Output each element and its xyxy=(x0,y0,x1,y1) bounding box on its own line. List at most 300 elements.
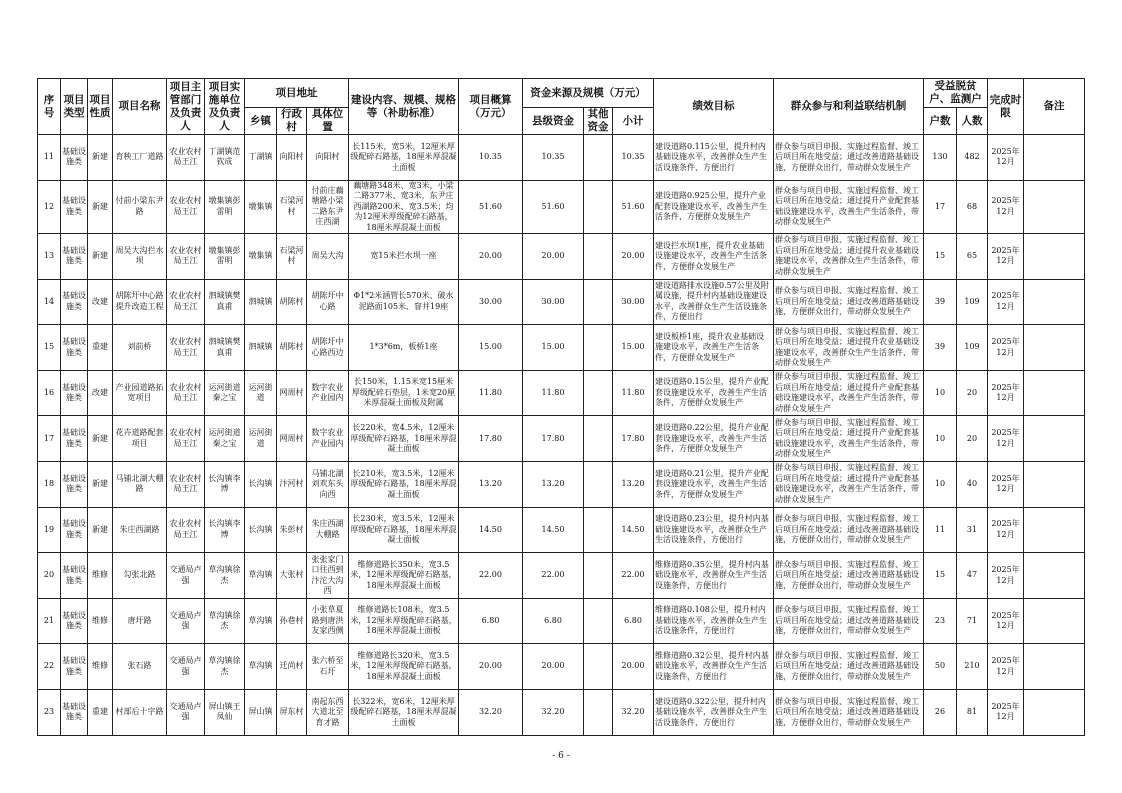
county-fund-cell: 10.35 xyxy=(523,135,584,181)
impl-cell: 长沟镇李博 xyxy=(205,462,245,508)
dept-cell: 交通局卢强 xyxy=(167,598,205,644)
other-fund-cell xyxy=(584,690,613,736)
type-cell: 基础设施类 xyxy=(61,279,88,325)
completion-cell: 2025年12月 xyxy=(988,234,1024,280)
mechanism-cell: 群众参与项目申报、实施过程监督、竣工后项目所在地受益；通过提升产业配套基础设施建设水平，改善生产生活条件，带动群众发展生产 xyxy=(774,180,924,234)
completion-cell: 2025年12月 xyxy=(988,325,1024,371)
header-location: 具体位置 xyxy=(307,108,349,135)
completion-cell: 2025年12月 xyxy=(988,370,1024,416)
header-impl: 项目实施单位及负责人 xyxy=(205,79,245,135)
completion-cell: 2025年12月 xyxy=(988,135,1024,181)
households-cell: 10 xyxy=(924,462,957,508)
households-cell: 17 xyxy=(924,180,957,234)
persons-cell: 20 xyxy=(957,416,988,462)
location-cell: 数字农业产业园内 xyxy=(307,370,349,416)
type-cell: 基础设施类 xyxy=(61,416,88,462)
persons-cell: 20 xyxy=(957,370,988,416)
budget-cell: 30.00 xyxy=(459,279,523,325)
nature-cell: 维修 xyxy=(88,598,113,644)
other-fund-cell xyxy=(584,180,613,234)
nature-cell: 新建 xyxy=(88,135,113,181)
impl-cell: 运河街道秦之宝 xyxy=(205,370,245,416)
nature-cell: 新建 xyxy=(88,234,113,280)
nature-cell: 新建 xyxy=(88,180,113,234)
location-cell: 小张草夏路到唐洪友家西侧 xyxy=(307,598,349,644)
other-fund-cell xyxy=(584,370,613,416)
header-seq: 序号 xyxy=(38,79,61,135)
subtotal-cell: 11.80 xyxy=(613,370,654,416)
seq-cell: 15 xyxy=(38,325,61,371)
seq-cell: 17 xyxy=(38,416,61,462)
location-cell: 向阳村 xyxy=(307,135,349,181)
town-cell: 丁湖镇 xyxy=(245,135,277,181)
remarks-cell xyxy=(1024,325,1085,371)
goal-cell: 建设道路0.21公里，提升产业配套设施建设水平，改善生产生活条件，方便群众发展生产 xyxy=(654,462,774,508)
budget-cell: 51.60 xyxy=(459,180,523,234)
goal-cell: 建设道路0.23公里，提升村内基础设施建设水平，改善群众生产生活设施条件，方便出行 xyxy=(654,507,774,553)
nature-cell: 重建 xyxy=(88,325,113,371)
nature-cell: 维修 xyxy=(88,553,113,599)
name-cell: 周吴大沟拦水坝 xyxy=(113,234,167,280)
table-row xyxy=(38,690,1085,736)
impl-cell: 泗城镇樊真甫 xyxy=(205,279,245,325)
mechanism-cell: 群众参与项目申报、实施过程监督、竣工后项目所在地受益；通过改善道路基础设施，方便群众出行，带动群众发展生产 xyxy=(774,279,924,325)
header-subtotal: 小计 xyxy=(613,108,654,135)
dept-cell: 农业农村局王江 xyxy=(167,416,205,462)
town-cell: 运河街道 xyxy=(245,370,277,416)
content-cell: Φ1*2米涵管长570米、破水泥路面105米、窨井19座 xyxy=(349,279,459,325)
table-row xyxy=(38,180,1085,234)
households-cell: 130 xyxy=(924,135,957,181)
budget-cell: 15.00 xyxy=(459,325,523,371)
town-cell: 墩集镇 xyxy=(245,234,277,280)
mechanism-cell: 群众参与项目申报、实施过程监督、竣工后项目所在地受益；通过提升农业基础设施建设水平，改善群众生产生活条件，带动群众发展生产 xyxy=(774,234,924,280)
subtotal-cell: 13.20 xyxy=(613,462,654,508)
nature-cell: 新建 xyxy=(88,507,113,553)
location-cell: 付前庄藕塘路小梁二路东尹庄西湖 xyxy=(307,180,349,234)
households-cell: 26 xyxy=(924,690,957,736)
town-cell: 草沟镇 xyxy=(245,644,277,690)
budget-cell: 22.00 xyxy=(459,553,523,599)
header-persons: 人数 xyxy=(957,108,988,135)
location-cell: 胡陈圩中心路西边 xyxy=(307,325,349,371)
village-cell: 胡陈村 xyxy=(277,325,307,371)
county-fund-cell: 22.00 xyxy=(523,553,584,599)
type-cell: 基础设施类 xyxy=(61,598,88,644)
nature-cell: 维修 xyxy=(88,644,113,690)
subtotal-cell: 30.00 xyxy=(613,279,654,325)
name-cell: 张石路 xyxy=(113,644,167,690)
households-cell: 10 xyxy=(924,416,957,462)
mechanism-cell: 群众参与项目申报、实施过程监督、竣工后项目所在地受益；通过改善道路基础设施，方便群众出行，带动群众发展生产 xyxy=(774,507,924,553)
name-cell: 马铺北湖大棚路 xyxy=(113,462,167,508)
content-cell: 长230米，宽3.5米，12厘米厚级配碎石路基，18厘米厚混凝土面板 xyxy=(349,507,459,553)
name-cell: 朱庄西湖路 xyxy=(113,507,167,553)
type-cell: 基础设施类 xyxy=(61,644,88,690)
header-other-fund: 其他资金 xyxy=(584,108,613,135)
nature-cell: 新建 xyxy=(88,462,113,508)
dept-cell: 农业农村局王江 xyxy=(167,462,205,508)
county-fund-cell: 17.80 xyxy=(523,416,584,462)
county-fund-cell: 6.80 xyxy=(523,598,584,644)
impl-cell: 运河街道秦之宝 xyxy=(205,416,245,462)
seq-cell: 21 xyxy=(38,598,61,644)
persons-cell: 65 xyxy=(957,234,988,280)
header-beneficiary: 受益脱贫户、监测户 xyxy=(924,79,988,108)
table-body xyxy=(38,135,1085,736)
name-cell: 花卉道路配套项目 xyxy=(113,416,167,462)
seq-cell: 23 xyxy=(38,690,61,736)
households-cell: 15 xyxy=(924,234,957,280)
town-cell: 长沟镇 xyxy=(245,507,277,553)
goal-cell: 建设道路0.322公里，提升村内基础设施水平，改善群众生产生活设施条件，方便出行 xyxy=(654,690,774,736)
county-fund-cell: 11.80 xyxy=(523,370,584,416)
dept-cell: 农业农村局王江 xyxy=(167,325,205,371)
subtotal-cell: 20.00 xyxy=(613,644,654,690)
location-cell: 张张家门口往西到汴沱大沟西 xyxy=(307,553,349,599)
content-cell: 长210米，宽3.5米，12厘米厚级配碎石路基，18厘米厚混凝土面板 xyxy=(349,462,459,508)
remarks-cell xyxy=(1024,644,1085,690)
village-cell: 朱彭村 xyxy=(277,507,307,553)
budget-cell: 20.00 xyxy=(459,234,523,280)
remarks-cell xyxy=(1024,507,1085,553)
remarks-cell xyxy=(1024,135,1085,181)
persons-cell: 31 xyxy=(957,507,988,553)
name-cell: 村部后十字路 xyxy=(113,690,167,736)
dept-cell: 农业农村局王江 xyxy=(167,180,205,234)
seq-cell: 14 xyxy=(38,279,61,325)
completion-cell: 2025年12月 xyxy=(988,553,1024,599)
county-fund-cell: 20.00 xyxy=(523,644,584,690)
name-cell: 唐圩路 xyxy=(113,598,167,644)
name-cell: 胡陈圩中心路提升改造工程 xyxy=(113,279,167,325)
goal-cell: 维修道路0.35公里，提升村内基础设施水平，改善群众生产生活设施条件，方便出行 xyxy=(654,553,774,599)
village-cell: 孙巷村 xyxy=(277,598,307,644)
table-row xyxy=(38,644,1085,690)
budget-cell: 20.00 xyxy=(459,644,523,690)
remarks-cell xyxy=(1024,370,1085,416)
village-cell: 迁尚村 xyxy=(277,644,307,690)
other-fund-cell xyxy=(584,507,613,553)
budget-cell: 10.35 xyxy=(459,135,523,181)
header-mechanism: 群众参与和利益联结机制 xyxy=(774,79,924,135)
completion-cell: 2025年12月 xyxy=(988,279,1024,325)
village-cell: 屏东村 xyxy=(277,690,307,736)
goal-cell: 建设道路0.115公里，提升村内基础设施水平，改善群众生产生活设施条件，方便出行 xyxy=(654,135,774,181)
village-cell: 石梁河村 xyxy=(277,234,307,280)
dept-cell: 农业农村局王江 xyxy=(167,370,205,416)
name-cell: 产业园道路拓宽项目 xyxy=(113,370,167,416)
location-cell: 数字农业产业园内 xyxy=(307,416,349,462)
type-cell: 基础设施类 xyxy=(61,234,88,280)
dept-cell: 交通局卢强 xyxy=(167,553,205,599)
households-cell: 15 xyxy=(924,553,957,599)
location-cell: 朱庄西湖大棚路 xyxy=(307,507,349,553)
village-cell: 汴河村 xyxy=(277,462,307,508)
content-cell: 长115米，宽5米，12厘米厚级配碎石路基，18厘米厚混凝土面板 xyxy=(349,135,459,181)
subtotal-cell: 15.00 xyxy=(613,325,654,371)
content-cell: 长322米，宽6米，12厘米厚级配碎石路基，18厘米厚混凝土面板 xyxy=(349,690,459,736)
budget-cell: 6.80 xyxy=(459,598,523,644)
other-fund-cell xyxy=(584,325,613,371)
mechanism-cell: 群众参与项目申报、实施过程监督、竣工后项目所在地受益；通过改善道路基础设施，方便群众出行，带动群众发展生产 xyxy=(774,644,924,690)
page-number: - 6 - xyxy=(552,751,570,761)
seq-cell: 13 xyxy=(38,234,61,280)
county-fund-cell: 13.20 xyxy=(523,462,584,508)
households-cell: 39 xyxy=(924,325,957,371)
remarks-cell xyxy=(1024,180,1085,234)
county-fund-cell: 14.50 xyxy=(523,507,584,553)
table-row xyxy=(38,598,1085,644)
content-cell: 维修道路长108米，宽3.5米，12厘米厚级配碎石路基，18厘米厚混凝土面板 xyxy=(349,598,459,644)
persons-cell: 109 xyxy=(957,325,988,371)
type-cell: 基础设施类 xyxy=(61,462,88,508)
persons-cell: 482 xyxy=(957,135,988,181)
households-cell: 10 xyxy=(924,370,957,416)
budget-cell: 17.80 xyxy=(459,416,523,462)
other-fund-cell xyxy=(584,462,613,508)
type-cell: 基础设施类 xyxy=(61,507,88,553)
seq-cell: 12 xyxy=(38,180,61,234)
persons-cell: 109 xyxy=(957,279,988,325)
completion-cell: 2025年12月 xyxy=(988,644,1024,690)
type-cell: 基础设施类 xyxy=(61,553,88,599)
county-fund-cell: 32.20 xyxy=(523,690,584,736)
content-cell: 藕塘路348米、宽3米，小梁二路377米、宽3米，东尹庄西湖路200米、宽3.5米；均为12厘米厚级配碎石路基，18厘米厚混凝土面板 xyxy=(349,180,459,234)
seq-cell: 20 xyxy=(38,553,61,599)
header-nature: 项目性质 xyxy=(88,79,113,135)
dept-cell: 农业农村局王江 xyxy=(167,135,205,181)
village-cell: 网周村 xyxy=(277,370,307,416)
type-cell: 基础设施类 xyxy=(61,370,88,416)
subtotal-cell: 20.00 xyxy=(613,234,654,280)
mechanism-cell: 群众参与项目申报、实施过程监督、竣工后项目所在地受益；通过改善道路基础设施，方便群众出行，带动群众发展生产 xyxy=(774,553,924,599)
subtotal-cell: 14.50 xyxy=(613,507,654,553)
table-row xyxy=(38,553,1085,599)
other-fund-cell xyxy=(584,416,613,462)
type-cell: 基础设施类 xyxy=(61,180,88,234)
town-cell: 草沟镇 xyxy=(245,553,277,599)
village-cell: 石梁河村 xyxy=(277,180,307,234)
town-cell: 泗城镇 xyxy=(245,279,277,325)
persons-cell: 40 xyxy=(957,462,988,508)
header-households: 户数 xyxy=(924,108,957,135)
other-fund-cell xyxy=(584,279,613,325)
seq-cell: 16 xyxy=(38,370,61,416)
seq-cell: 18 xyxy=(38,462,61,508)
dept-cell: 农业农村局王江 xyxy=(167,507,205,553)
mechanism-cell: 群众参与项目申报、实施过程监督、竣工后项目所在地受益；通过改善道路基础设施，方便群众出行，带动群众发展生产 xyxy=(774,135,924,181)
mechanism-cell: 群众参与项目申报、实施过程监督、竣工后项目所在地受益；通过提升农业基础设施建设水平，改善群众生产生活条件，带动群众发展生产 xyxy=(774,325,924,371)
header-name: 项目名称 xyxy=(113,79,167,135)
village-cell: 网周村 xyxy=(277,416,307,462)
header-dept: 项目主管部门及负责人 xyxy=(167,79,205,135)
subtotal-cell: 32.20 xyxy=(613,690,654,736)
content-cell: 1*3*6m，板桥1座 xyxy=(349,325,459,371)
mechanism-cell: 群众参与项目申报、实施过程监督、竣工后项目所在地受益；通过提升产业配套基础设施建设水平，改善生产生活条件，带动群众发展生产 xyxy=(774,462,924,508)
subtotal-cell: 10.35 xyxy=(613,135,654,181)
table-row xyxy=(38,416,1085,462)
county-fund-cell: 15.00 xyxy=(523,325,584,371)
county-fund-cell: 30.00 xyxy=(523,279,584,325)
table-row xyxy=(38,507,1085,553)
village-cell: 胡陈村 xyxy=(277,279,307,325)
content-cell: 维修道路长320米，宽3.5米，12厘米厚级配碎石路基，18厘米厚混凝土面板 xyxy=(349,644,459,690)
impl-cell: 草沟镇徐杰 xyxy=(205,553,245,599)
nature-cell: 重建 xyxy=(88,690,113,736)
budget-cell: 32.20 xyxy=(459,690,523,736)
subtotal-cell: 6.80 xyxy=(613,598,654,644)
location-cell: 马铺北湖刘欢东头向西 xyxy=(307,462,349,508)
impl-cell: 长沟镇李博 xyxy=(205,507,245,553)
county-fund-cell: 51.60 xyxy=(523,180,584,234)
remarks-cell xyxy=(1024,279,1085,325)
name-cell: 付前小梁东尹路 xyxy=(113,180,167,234)
households-cell: 11 xyxy=(924,507,957,553)
header-remarks: 备注 xyxy=(1024,79,1085,135)
persons-cell: 68 xyxy=(957,180,988,234)
households-cell: 23 xyxy=(924,598,957,644)
completion-cell: 2025年12月 xyxy=(988,507,1024,553)
dept-cell: 交通局卢强 xyxy=(167,644,205,690)
seq-cell: 19 xyxy=(38,507,61,553)
header-row-1 xyxy=(38,79,1085,108)
header-content: 建设内容、规模、规格等（补助标准） xyxy=(349,79,459,135)
subtotal-cell: 22.00 xyxy=(613,553,654,599)
county-fund-cell: 20.00 xyxy=(523,234,584,280)
header-town: 乡镇 xyxy=(245,108,277,135)
impl-cell: 屏山镇王凤仙 xyxy=(205,690,245,736)
mechanism-cell: 群众参与项目申报、实施过程监督、竣工后项目所在地受益；通过改善道路基础设施，方便群众出行，带动群众发展生产 xyxy=(774,690,924,736)
impl-cell: 墩集镇彭雷明 xyxy=(205,234,245,280)
persons-cell: 71 xyxy=(957,598,988,644)
mechanism-cell: 群众参与项目申报、实施过程监督、竣工后项目所在地受益；通过改善道路基础设施，方便群众出行，带动群众发展生产 xyxy=(774,598,924,644)
goal-cell: 建设板桥1座，提升农业基础设施建设水平，改善生产生活条件，方便群众发展生产 xyxy=(654,325,774,371)
dept-cell: 交通局卢强 xyxy=(167,690,205,736)
goal-cell: 建设道路0.22公里，提升产业配套设施建设水平，改善生产生活条件，方便群众发展生产 xyxy=(654,416,774,462)
header-village: 行政村 xyxy=(277,108,307,135)
location-cell: 胡陈圩中心路 xyxy=(307,279,349,325)
impl-cell: 泗城镇樊真甫 xyxy=(205,325,245,371)
table-row xyxy=(38,325,1085,371)
content-cell: 宽15米拦水坝一座 xyxy=(349,234,459,280)
header-type: 项目类型 xyxy=(61,79,88,135)
table-row xyxy=(38,279,1085,325)
village-cell: 大张村 xyxy=(277,553,307,599)
remarks-cell xyxy=(1024,598,1085,644)
content-cell: 长220米，宽4.5米，12厘米厚级配碎石路基，18厘米厚混凝土面板 xyxy=(349,416,459,462)
nature-cell: 改建 xyxy=(88,370,113,416)
remarks-cell xyxy=(1024,553,1085,599)
mechanism-cell: 群众参与项目申报、实施过程监督、竣工后项目所在地受益；通过提升产业配套基础设施建设水平，改善生产生活条件，带动群众发展生产 xyxy=(774,370,924,416)
remarks-cell xyxy=(1024,234,1085,280)
goal-cell: 建设道路排水设施0.57公里及附属设施，提升村内基础设施建设水平，改善群众生产生活设施条件，方便出行 xyxy=(654,279,774,325)
content-cell: 维修道路长350米，宽3.5米，12厘米厚级配碎石路基，18厘米厚混凝土面板 xyxy=(349,553,459,599)
name-cell: 勾张北路 xyxy=(113,553,167,599)
remarks-cell xyxy=(1024,462,1085,508)
header-budget: 项目概算（万元） xyxy=(459,79,523,135)
remarks-cell xyxy=(1024,690,1085,736)
name-cell: 育秧工厂道路 xyxy=(113,135,167,181)
completion-cell: 2025年12月 xyxy=(988,180,1024,234)
town-cell: 运河街道 xyxy=(245,416,277,462)
subtotal-cell: 17.80 xyxy=(613,416,654,462)
header-county-fund: 县级资金 xyxy=(523,108,584,135)
completion-cell: 2025年12月 xyxy=(988,416,1024,462)
type-cell: 基础设施类 xyxy=(61,325,88,371)
completion-cell: 2025年12月 xyxy=(988,462,1024,508)
goal-cell: 维修道路0.108公里，提升村内基础设施水平，改善群众生产生活设施条件，方便出行 xyxy=(654,598,774,644)
goal-cell: 维修道路0.32公里，提升村内基础设施水平，改善群众生产生活设施条件，方便出行 xyxy=(654,644,774,690)
persons-cell: 210 xyxy=(957,644,988,690)
type-cell: 基础设施类 xyxy=(61,135,88,181)
impl-cell: 墩集镇彭雷明 xyxy=(205,180,245,234)
households-cell: 39 xyxy=(924,279,957,325)
seq-cell: 22 xyxy=(38,644,61,690)
location-cell: 周吴大沟 xyxy=(307,234,349,280)
header-funding: 资金来源及规模（万元） xyxy=(523,79,654,108)
persons-cell: 47 xyxy=(957,553,988,599)
subtotal-cell: 51.60 xyxy=(613,180,654,234)
project-table xyxy=(37,78,1085,736)
table-row xyxy=(38,370,1085,416)
other-fund-cell xyxy=(584,553,613,599)
table-row xyxy=(38,462,1085,508)
budget-cell: 11.80 xyxy=(459,370,523,416)
town-cell: 墩集镇 xyxy=(245,180,277,234)
remarks-cell xyxy=(1024,416,1085,462)
name-cell: 刘前桥 xyxy=(113,325,167,371)
persons-cell: 81 xyxy=(957,690,988,736)
completion-cell: 2025年12月 xyxy=(988,598,1024,644)
village-cell: 向阳村 xyxy=(277,135,307,181)
nature-cell: 新建 xyxy=(88,416,113,462)
goal-cell: 建设道路0.925公里，提升产业配套设施建设水平，改善生产生活条件，方便群众发展生产 xyxy=(654,180,774,234)
dept-cell: 农业农村局王江 xyxy=(167,234,205,280)
other-fund-cell xyxy=(584,135,613,181)
goal-cell: 建设道路0.15公里，提升产业配套设施建设水平，改善生产生活条件，方便群众发展生产 xyxy=(654,370,774,416)
impl-cell: 丁湖镇范钦成 xyxy=(205,135,245,181)
budget-cell: 14.50 xyxy=(459,507,523,553)
mechanism-cell: 群众参与项目申报、实施过程监督、竣工后项目所在地受益；通过提升产业配套基础设施建设水平，改善生产生活条件，带动群众发展生产 xyxy=(774,416,924,462)
other-fund-cell xyxy=(584,598,613,644)
nature-cell: 改建 xyxy=(88,279,113,325)
header-completion: 完成时限 xyxy=(988,79,1024,135)
completion-cell: 2025年12月 xyxy=(988,690,1024,736)
budget-cell: 13.20 xyxy=(459,462,523,508)
goal-cell: 建设拦水坝1座，提升农业基础设施建设水平，改善生产生活条件，方便群众发展生产 xyxy=(654,234,774,280)
town-cell: 屏山镇 xyxy=(245,690,277,736)
town-cell: 草沟镇 xyxy=(245,598,277,644)
town-cell: 长沟镇 xyxy=(245,462,277,508)
other-fund-cell xyxy=(584,644,613,690)
location-cell: 南起东西大道北至育才路 xyxy=(307,690,349,736)
header-address: 项目地址 xyxy=(245,79,349,108)
other-fund-cell xyxy=(584,234,613,280)
header-goal: 绩效目标 xyxy=(654,79,774,135)
dept-cell: 农业农村局王江 xyxy=(167,279,205,325)
impl-cell: 草沟镇徐杰 xyxy=(205,644,245,690)
content-cell: 长150米，1.15米宽15厘米厚级配碎石垫层，1米宽20厘米厚混凝土面板及附属 xyxy=(349,370,459,416)
households-cell: 50 xyxy=(924,644,957,690)
town-cell: 泗城镇 xyxy=(245,325,277,371)
impl-cell: 草沟镇徐杰 xyxy=(205,598,245,644)
table-row xyxy=(38,234,1085,280)
type-cell: 基础设施类 xyxy=(61,690,88,736)
table-row xyxy=(38,135,1085,181)
location-cell: 张六桥至石圩 xyxy=(307,644,349,690)
seq-cell: 11 xyxy=(38,135,61,181)
